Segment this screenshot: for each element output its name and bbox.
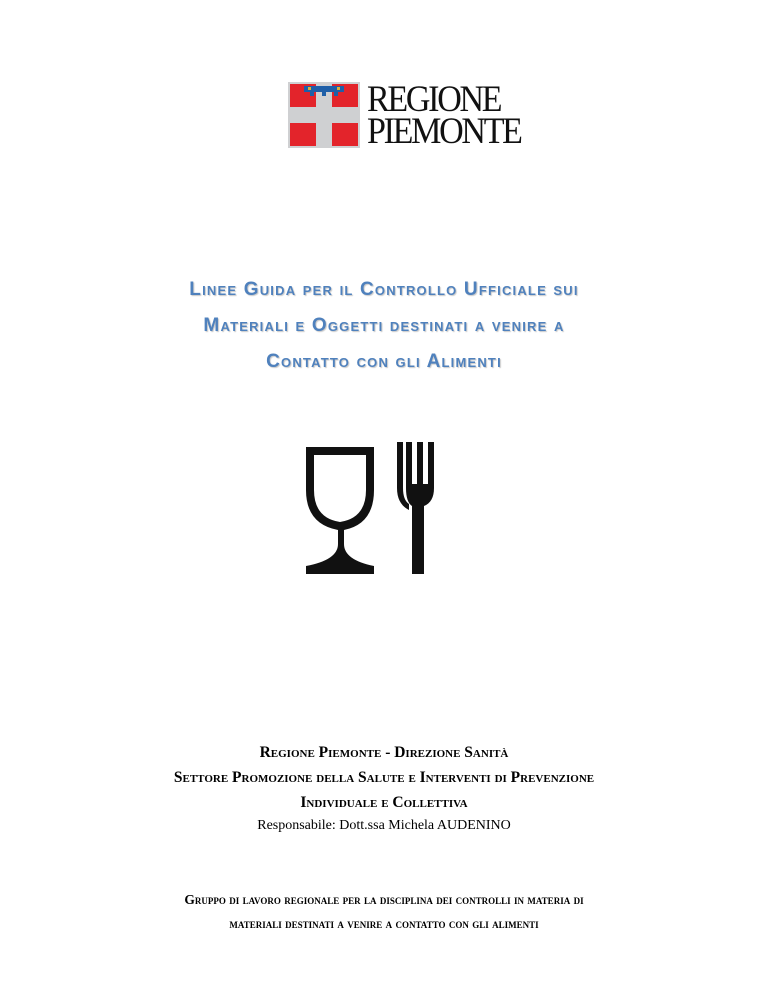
organization-block: [40, 740, 728, 837]
org-sector-continued: Individuale e Collettiva: [300, 794, 468, 811]
org-region-direction: Regione Piemonte - Direzione Sanità: [259, 744, 509, 761]
title-line-1: Linee Guida per il Controllo Ufficiale sui: [189, 279, 579, 300]
regione-piemonte-logo: [288, 79, 530, 152]
glass-and-fork-icon: [296, 440, 452, 578]
title-line-2: Materiali e Oggetti destinati a venire a: [203, 315, 565, 336]
org-responsible: Responsabile: Dott.ssa Michela AUDENINO: [257, 818, 511, 833]
piemonte-coat-of-arms-icon: [288, 82, 360, 148]
title-line-3: Contatto con gli Alimenti: [266, 351, 502, 372]
org-sector: Settore Promozione della Salute e Interventi di Prevenzione: [173, 769, 595, 786]
group-line-2: materiali destinati a venire a contatto con gli alimenti: [229, 916, 539, 931]
group-line-1: Gruppo di lavoro regionale per la disciplina dei controlli in materia di: [184, 892, 584, 907]
logo-text-regione: REGIONE: [367, 79, 501, 120]
logo-text-piemonte: PIEMONTE: [367, 111, 521, 152]
working-group-block: [60, 888, 708, 936]
document-title: [40, 272, 728, 380]
